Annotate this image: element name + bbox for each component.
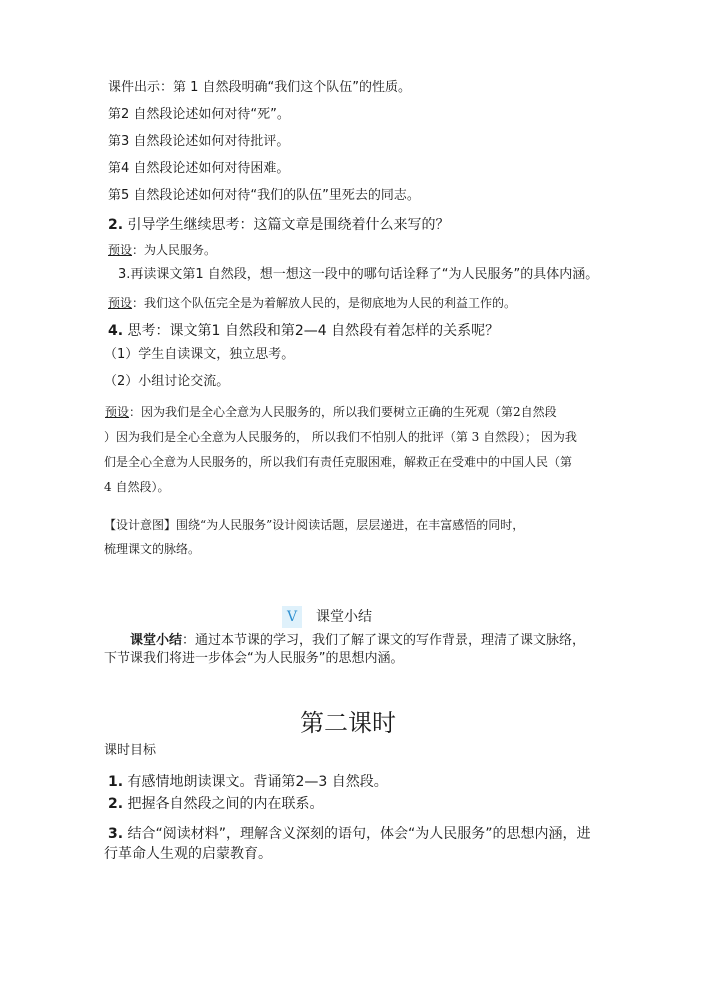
question-3: 3.再读课文第1 自然段，想一想这一段中的哪句话诠释了“为人民服务”的具体内涵。 <box>118 267 599 282</box>
section-v-badge: V <box>282 606 302 628</box>
answer-3-text-1: ：因为我们是全心全意为人民服务的，所以我们要树立正确的生死观（第2自然段 <box>129 405 557 419</box>
design-intent-line-1: 【设计意图】围绕“为人民服务”设计阅读话题，层层递进，在丰富感悟的同时， <box>104 518 525 532</box>
answer-2 <box>108 294 516 312</box>
slide-line-1: 课件出示：第 1 自然段明确“我们这个队伍”的性质。 <box>108 80 412 95</box>
question-4-step-2: （2）小组讨论交流。 <box>104 374 230 389</box>
answer-3-line-1 <box>105 403 557 421</box>
summary-line-2: 下节课我们将进一步体会“为人民服务”的思想内涵。 <box>104 651 404 666</box>
summary-text-1: ：通过本节课的学习，我们了解了课文的写作背景，理清了课文脉络， <box>182 633 586 648</box>
question-2-text: 引导学生继续思考：这篇文章是围绕着什么来写的？ <box>123 217 450 233</box>
question-2-number: 2. <box>108 217 124 233</box>
question-4-text: 思考：课文第1 自然段和第2—4 自然段有着怎样的关系呢？ <box>123 323 500 339</box>
goal-1-text: 有感情地朗读课文。背诵第2—3 自然段。 <box>123 774 388 790</box>
slide-line-4: 第4 自然段论述如何对待困难。 <box>108 161 290 176</box>
slide-line-2: 第2 自然段论述如何对待“死”。 <box>108 107 290 122</box>
question-4 <box>108 322 499 340</box>
lesson-goals-label: 课时目标 <box>104 743 157 758</box>
answer-3-line-2: ）因为我们是全心全意为人民服务的， 所以我们不怕别人的批评（第 3 自然段）； 因为我 <box>104 430 577 444</box>
goal-2 <box>108 795 324 813</box>
design-intent-line-2: 梳理课文的脉络。 <box>104 542 201 556</box>
question-4-step-1: （1）学生自读课文，独立思考。 <box>104 347 295 362</box>
question-2 <box>108 216 450 234</box>
goal-3-line-2: 行革命人生观的启蒙教育。 <box>104 846 272 862</box>
goal-3-line-1 <box>108 825 591 843</box>
goal-2-text: 把握各自然段之间的内在联系。 <box>123 796 324 812</box>
goal-1-number: 1. <box>108 774 124 790</box>
answer-3-line-4: 4 自然段）。 <box>104 480 170 494</box>
answer-2-label: 预设 <box>108 296 133 310</box>
goal-1 <box>108 773 388 791</box>
summary-heading: 课堂小结 <box>316 609 372 625</box>
goal-3-text-1: 结合“阅读材料”，理解含义深刻的语句，体会“为人民服务”的思想内涵，进 <box>123 826 591 842</box>
lesson-2-title: 第二课时 <box>300 709 396 737</box>
answer-3-line-3: 们是全心全意为人民服务的，所以我们有责任克服困难，解救正在受难中的中国人民（第 <box>104 455 573 469</box>
goal-2-number: 2. <box>108 796 124 812</box>
answer-1-text: ：为人民服务。 <box>132 243 217 257</box>
slide-line-3: 第3 自然段论述如何对待批评。 <box>108 134 290 149</box>
answer-2-text: ：我们这个队伍完全是为着解放人民的，是彻底地为人民的利益工作的。 <box>132 296 517 310</box>
goal-3-number: 3. <box>108 826 124 842</box>
slide-line-5: 第5 自然段论述如何对待“我们的队伍”里死去的同志。 <box>108 188 420 203</box>
answer-3-label: 预设 <box>105 405 130 419</box>
answer-1-label: 预设 <box>108 243 133 257</box>
summary-line-1 <box>130 632 585 650</box>
summary-label: 课堂小结 <box>130 633 183 648</box>
question-4-number: 4. <box>108 323 124 339</box>
answer-1 <box>108 241 216 259</box>
